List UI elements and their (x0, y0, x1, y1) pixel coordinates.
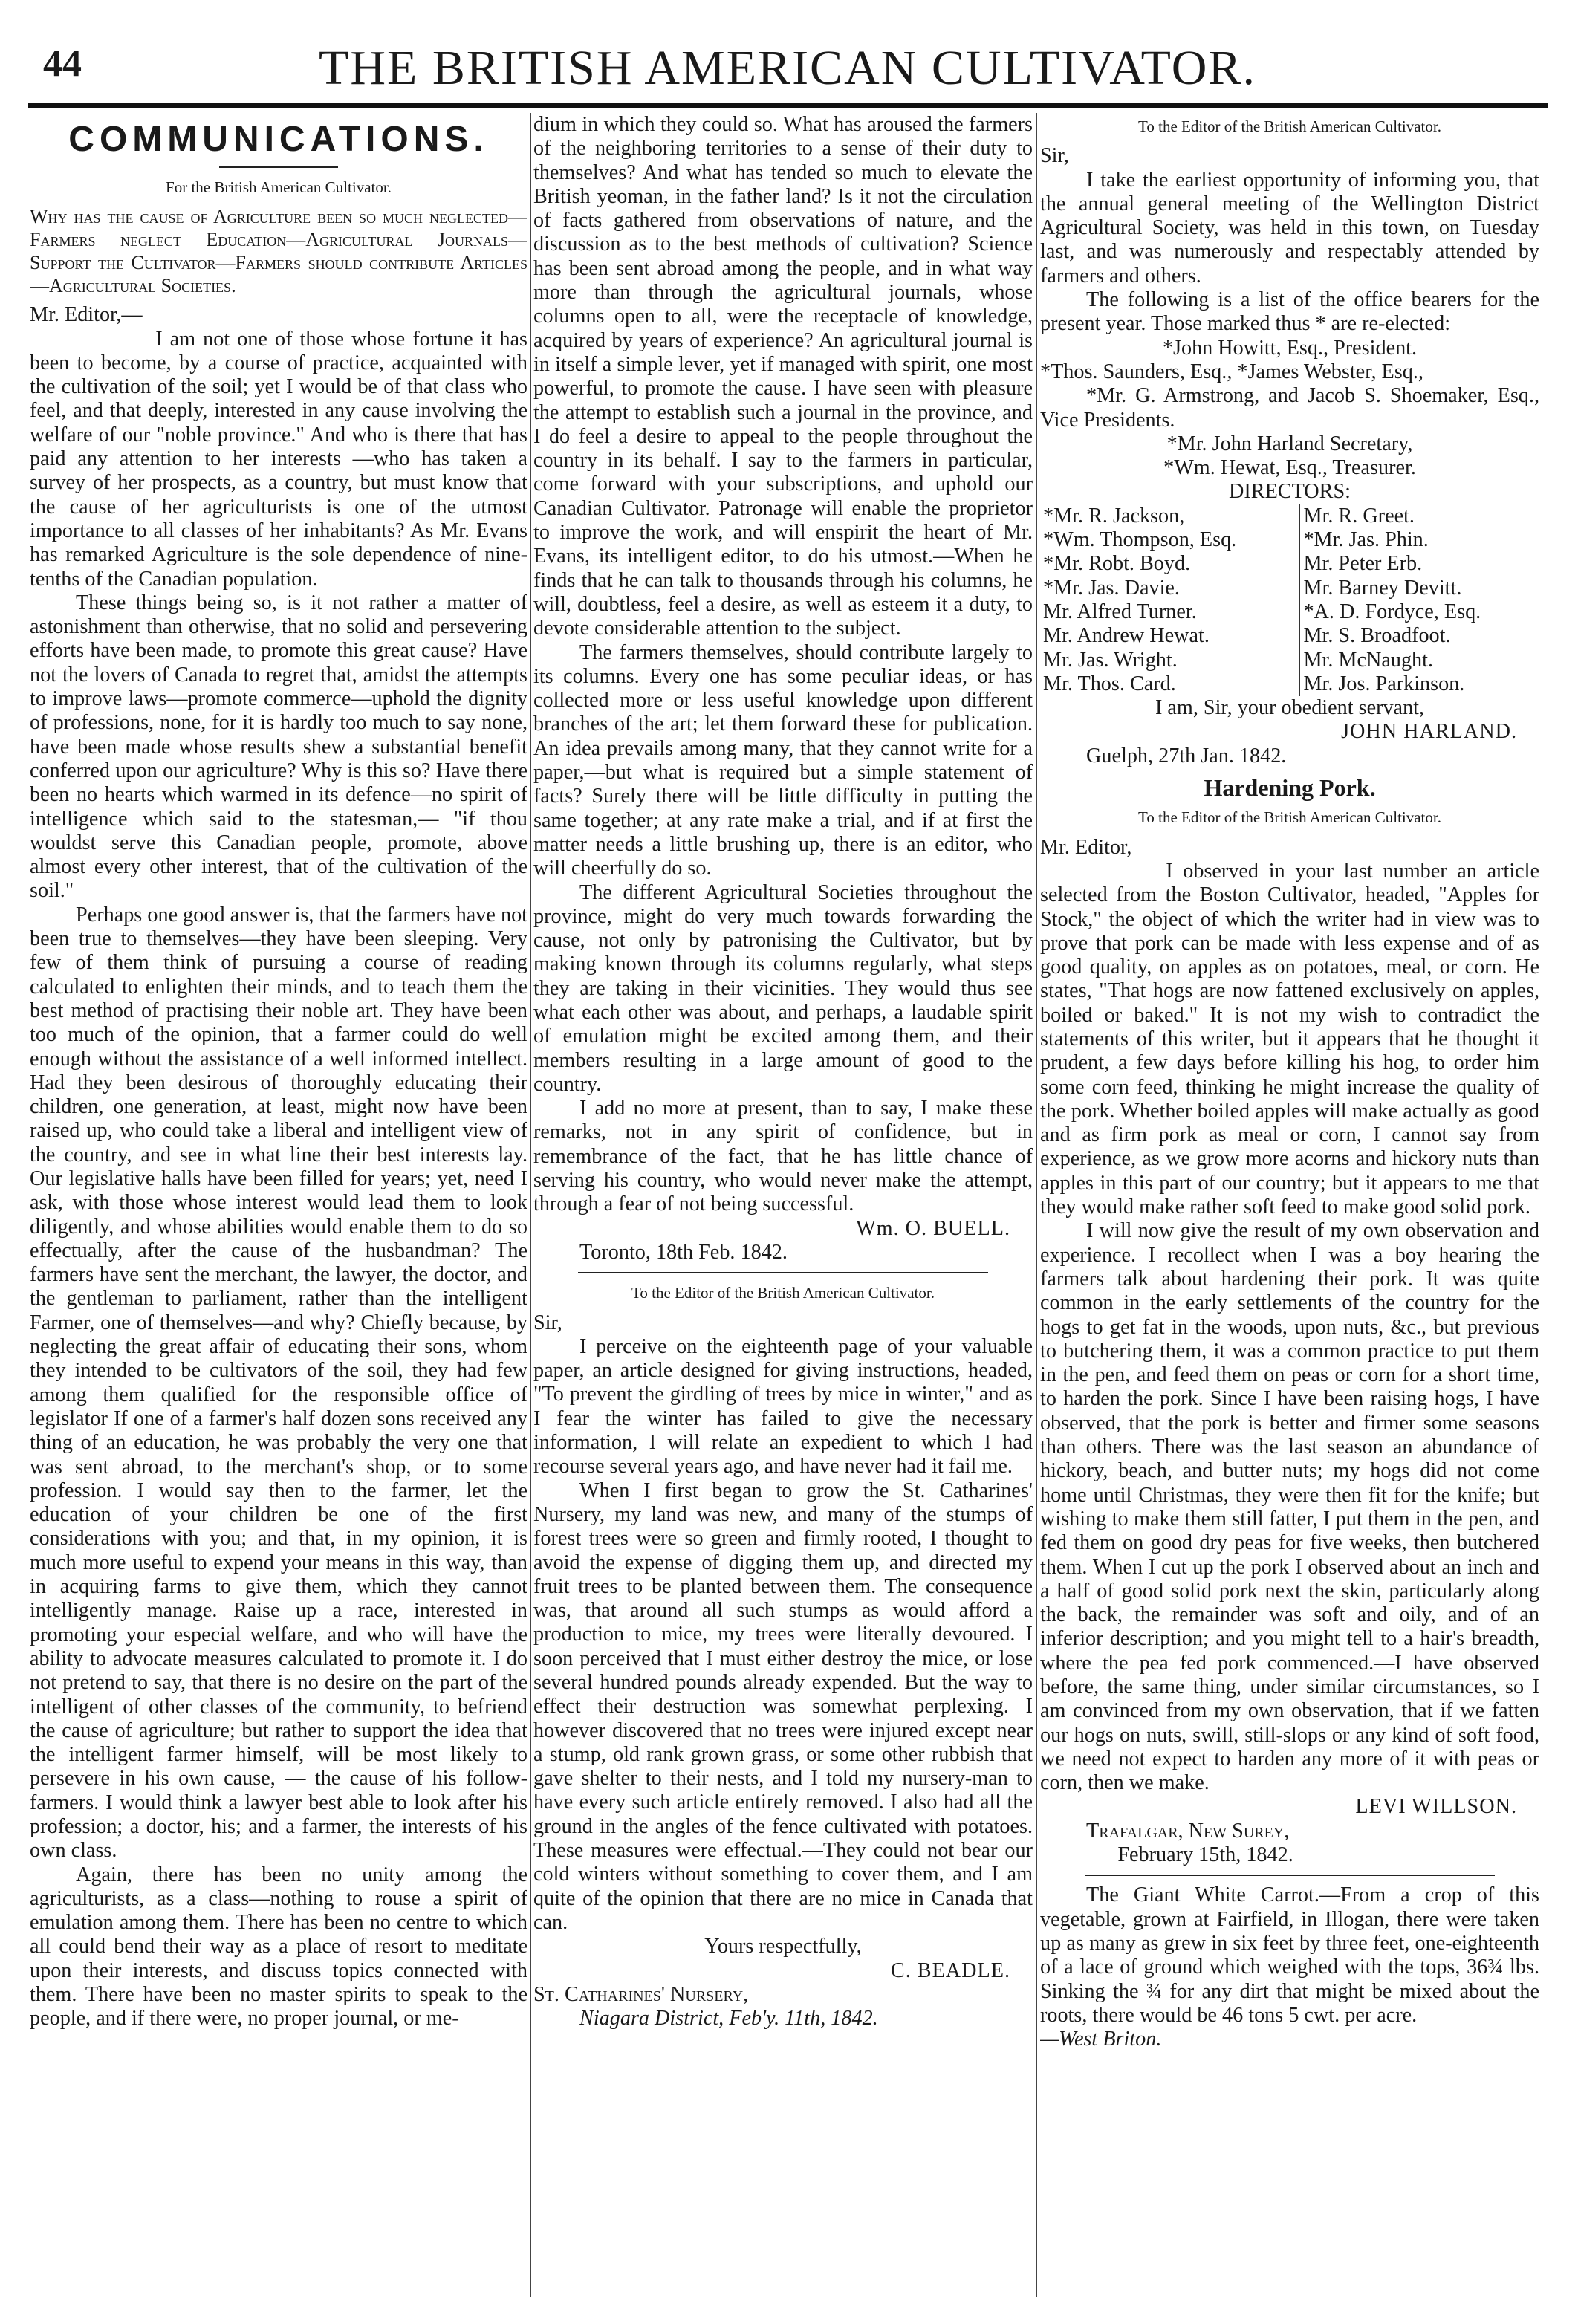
title-rule (219, 166, 338, 168)
paragraph: I add no more at present, than to say, I make these remarks, not in any spirit of confidence, but in remembrance of the fact, that he has little chance of serving his country, who would never make the attempt, through a fear of not being successful. (533, 1097, 1033, 1216)
officer-line: *Thos. Saunders, Esq., *James Webster, Esq., (1040, 360, 1423, 383)
signature: C. BEADLE. (890, 1958, 1010, 1982)
dateline: Guelph, 27th Jan. 1842. (1086, 744, 1287, 767)
paragraph: The farmers themselves, should contribute largely to its columns. Every one has some peculiar ideas, or has collected more or less useful knowledge upon different branches of the art; let them forward these for publication. An idea prevails among many, that they cannot write for a paper,—but what is required but a simple statement of facts? Surely there will be little difficulty in putting the same together; at any rate make a trial, and if at first the matter needs a little brushing up, there is an editor, who will cheerfully do so. (533, 640, 1033, 880)
paragraph: When I first began to grow the St. Catharines' Nursery, my land was new, and many of the stumps of forest trees were so green and firmly rooted, I thought to avoid the expense of digging them up, and directed my fruit trees to be planted between them. The consequence was, that around all such stumps as would afford a production to mice, my trees were literally devoured. I soon perceived that I must either destroy the mice, or lose several hundred pounds already expended. But the way to effect their destruction was somewhat perplexing. I however discovered that no trees were injured except near a stump, old rank grown grass, or some other rubbish that gave shelter to their nests, and I told my nursery-man to have every such article entirely removed. I also had all the ground in the angles of the fence cultivated with potatoes. These measures were effectual.—They could not bear our cold winters without something to cover them, and I am quite of the opinion that there are no mice in Canada that can. (533, 1479, 1033, 1934)
masthead-rule (28, 103, 1548, 108)
signature: LEVI WILLSON. (1355, 1795, 1517, 1819)
paragraph: The following is a list of the office bearers for the present year. Those marked thus * are re-elected: (1040, 288, 1539, 336)
closing: Yours respectfully, (704, 1935, 862, 1958)
director-cell: Mr. S. Broadfoot. (1303, 624, 1451, 648)
table-row (1040, 624, 1539, 648)
director-cell: Mr. McNaught. (1303, 648, 1434, 672)
dateline: February 15th, 1842. (1117, 1843, 1293, 1867)
officer-line: *Mr. John Harland Secretary, (1166, 432, 1413, 455)
table-row (1040, 504, 1539, 528)
director-cell: Mr. Andrew Hewat. (1040, 624, 1299, 648)
paragraph: Perhaps one good answer is, that the farmers have not been true to themselves—they have been sleeping. Very few of them think of pursuing a course of reading calculated to enlighten their minds, and to teach them the best method of practising their noble art. They have been too much of the opinion, that a farmer could do well enough without the assistance of a well informed intellect. Had they been desirous of thoroughly educating their children, one generation, at least, might now have been raised up, who could take a liberal and intelligent view of the country, and see in what line their best interests lay. Our legislative halls have been filled for years; yet, need I ask, with those whose interest would lead them to look diligently, and whose abilities would enable them to do so effectually, after the cause of the husbandman? The farmers have sent the merchant, the lawyer, the doctor, and the gentleman to parliament, rather than the intelligent Farmer, one of themselves—and why? Chiefly because, by neglecting the great affair of educating their sons, whom they intended to be cultivators of the soil, they had few among them qualified for the responsible office of legislator If one of a farmer's half dozen sons received any thing of an education, he was probably the very one that was sent abroad, to the merchant's shop, or to some profession. I would say then to the farmer, let the education of your children be one of the first considerations with you; and that, in my opinion, it is much more useful to expend your means in this way, than in acquiring farms to give them, which they cannot intelligently manage. Raise up a race, interested in promoting your especial welfare, and who will have the ability to advocate measures calculated to promote it. I do not pretend to say, that there is no desire on the part of the intelligent of other classes of the community, to befriend the cause of agriculture; but rather to support the idea that the intelligent farmer himself, will be most likely to persevere in his own cause, — the cause of his follow-farmers. I would think a lawyer best able to look after his profession; a doctor, his; and a farmer, the interests of his own class. (30, 903, 527, 1863)
directors-label: DIRECTORS: (1229, 480, 1351, 504)
director-cell: *Mr. Jas. Phin. (1303, 528, 1429, 552)
table-row (1040, 600, 1539, 624)
paragraph: dium in which they could so. What has aroused the farmers of the neighboring territories to a sense of their duty to themselves? And what has tended so much to elevate the British yeoman, in the father land? Is it not the circulation of facts gathered from observations of nature, and the discussion as to the best methods of cultivation? Science has been sent abroad among the people, and in what way more than through the agricultural journals, whose columns open to all, were the receptacle of knowledge, acquired by years of experience? An agricultural journal is in itself a simple lever, yet if managed with spirit, one most powerful, to promote the cause. I have seen with pleasure the attempt to establish such a journal in the province, and I do feel a desire to appeal to the people throughout the country in its behalf. I say to the farmers in particular, come forward with your subscriptions, and uphold our Canadian Cultivator. Patronage will enable the proprietor to improve the work, and will enspirit the heart of Mr. Evans, its intelligent editor, to do his utmost.—When he finds that he can talk to thousands through his columns, he will, doubtless, feel a desire, as well as esteem it a duty, to devote considerable attention to the subject. (533, 113, 1033, 640)
place-line: Trafalgar, New Surey, (1086, 1819, 1290, 1843)
salutation: Sir, (533, 1311, 562, 1334)
paragraph: I take the earliest opportunity of informing you, that the annual general meeting of the Wellington District Agricultural Society, was held in this town, on Tuesday last, and was numerously and respectably attended by farmers and others. (1040, 168, 1539, 288)
separator-rule (578, 1272, 988, 1273)
column-3 (1040, 113, 1539, 2297)
dateline: Toronto, 18th Feb. 1842. (579, 1240, 788, 1264)
place-line: St. Catharines' Nursery, (533, 1982, 749, 2006)
article-heading: Hardening Pork. (1204, 774, 1376, 802)
attribution-line: To the Editor of the British American Cultivator. (1138, 808, 1441, 827)
director-cell: Mr. Jos. Parkinson. (1303, 672, 1465, 695)
signature: JOHN HARLAND. (1341, 720, 1517, 744)
director-cell: Mr. Alfred Turner. (1040, 600, 1299, 624)
source-credit: —West Briton. (1040, 2028, 1162, 2051)
page-number: 44 (43, 42, 82, 85)
newspaper-title: THE BRITISH AMERICAN CULTIVATOR. (319, 41, 1256, 95)
director-cell: Mr. Jas. Wright. (1040, 649, 1299, 672)
paragraph: The different Agricultural Societies throughout the province, might do very much towards forwarding the cause, not only by patronising the Cultivator, but by making known through its columns regularly, what steps they are taking in their vicinities. They would thus see what each other was about, and perhaps, a laudable spirit of emulation might be excited among them, and their members resulting in a large amount of good to the country. (533, 880, 1033, 1096)
section-title: COMMUNICATIONS. (68, 120, 489, 159)
table-row (1040, 577, 1539, 600)
director-cell: Mr. R. Greet. (1303, 504, 1415, 528)
column-2 (533, 113, 1033, 2297)
director-cell: Mr. Thos. Card. (1040, 672, 1299, 696)
table-row (1040, 649, 1539, 672)
paragraph: I am not one of those whose fortune it has been to become, by a course of practice, acquainted with the cultivation of the soil; yet I would be of that class who feel, and that deeply, interested in any cause involving the welfare of our "noble province." And who is there that has paid any attention to her interests —who has taken a survey of her prospects, as a country, but must know that the cause of her agriculturists is one of the utmost importance to all classes of her inhabitants? As Mr. Evans has remarked Agriculture is the sole dependence of nine-tenths of the Canadian population. (30, 327, 527, 591)
table-row (1040, 552, 1539, 576)
table-row (1040, 528, 1539, 552)
masthead (28, 36, 1547, 104)
director-cell: Mr. Barney Devitt. (1303, 576, 1462, 600)
closing: I am, Sir, your obedient servant, (1155, 696, 1425, 720)
salutation: Mr. Editor, (1040, 835, 1132, 859)
paragraph: These things being so, is it not rather a matter of astonishment than otherwise, that no solid and persevering efforts have been made, to promote this great cause? Have not the lovers of Canada to regret that, amidst the attempts to improve laws—promote commerce—uphold the dignity of professions, none, for it is hardly too much to say none, have been made whose results shew a substantial benefit conferred upon our agriculture? Why is this so? Have there been no hearts which warmed in its defence—no spirit of intelligence which said to the statesman,— "if thou wouldst serve this Canadian people, promote, above almost every other interest, that of the cultivation of the soil." (30, 591, 527, 903)
separator-rule (1085, 1875, 1495, 1876)
directors-table (1040, 504, 1539, 696)
column-divider (530, 113, 531, 2297)
director-cell: *Mr. Robt. Boyd. (1040, 552, 1299, 576)
dateline: Niagara District, Feb'y. 11th, 1842. (579, 2007, 878, 2031)
director-cell: *Wm. Thompson, Esq. (1040, 528, 1299, 552)
paragraph: I will now give the result of my own observation and experience. I recollect when I was a boy hearing the farmers talk about hardening their pork. It was quite common in the early settlements of the country for the hogs to get fat in the woods, upon nuts, &c., but previous to butchering them, it was a common practice to put them in the pen, and feed them on peas or corn for a short time, to harden the pork. Since I have been raising hogs, I have observed, that the pork is better and firmer some seasons than others. There was the last season an abundance of hickory, beach, and butter nuts; my hogs did not come home until Christmas, they were then fit for the knife; but wishing to make them still fatter, I put them in the pen, and fed them on good dry peas for five weeks, then butchered them. When I cut up the pork I observed about an inch and a half of good solid pork next the skin, particularly along the back, the remainder was soft and oily, and of an inferior description; and you might tell to a hair's breadth, where the pea fed pork commenced.—I have observed before, the same thing, under similar circumstances, so I am convinced from my own observation, that if we fatten our hogs on nuts, swill, still-slops or any kind of soft food, we need not expect to harden any more of it with peas or corn, then we make. (1040, 1219, 1539, 1795)
paragraph: The Giant White Carrot.—From a crop of this vegetable, grown at Fairfield, in Illogan, there were taken up as many as grew in six feet by three feet, one-eighteenth of a lace of ground which weighed with the tops, 36¾ lbs. Sinking the ¾ for any dirt that might be mixed about the roots, there would be 46 tons 5 cwt. per acre. (1040, 1883, 1539, 2027)
column-divider (1036, 113, 1037, 2297)
director-cell: *Mr. Jas. Davie. (1040, 577, 1299, 600)
officer-line: *Mr. G. Armstrong, and Jacob S. Shoemaker, Esq., Vice Presidents. (1040, 384, 1539, 432)
officer-line: *John Howitt, Esq., President. (1162, 336, 1418, 360)
paragraph: Again, there has been no unity among the agriculturists, as a class—nothing to rouse a spirit of emulation among them. There has been no centre to which all could bend their way as a place of resort to meditate upon their interests, and discuss topics connected with them. There have been no master spirits to speak to the people, and if there were, no proper journal, or me- (30, 1863, 527, 2031)
paragraph: I observed in your last number an article selected from the Boston Cultivator, headed, "Apples for Stock," the object of which the writer had in view was to prove that pork can be made with less expense and of as good quality, on apples as on potatoes, meal, or corn. He states, "That hogs are now fattened exclusively on apples, boiled or baked." It is not my wish to contradict the statements of this writer, but it appears that he thought it prudent, a few days before killing his hog, to order him some corn feed, thinking he might increase the quality of the pork. Whether boiled apples will make actually as good and as firm pork as meal or corn, I cannot say from experience, as we grow more acorns and hickory nuts than apples in this part of our country; but it appears to me that they would make rather soft feed to make good solid pork. (1040, 859, 1539, 1219)
attribution-line: For the British American Cultivator. (166, 178, 392, 196)
column-1 (30, 113, 527, 2297)
director-cell: *A. D. Fordyce, Esq. (1303, 600, 1481, 623)
salutation: Mr. Editor,— (30, 303, 143, 327)
paragraph: I perceive on the eighteenth page of your valuable paper, an article designed for giving instructions, headed, "To prevent the girdling of trees by mice in winter," and as I fear the winter has failed to give the necessary information, I will relate an expedient to which I had recourse several years ago, and have never had it fail me. (533, 1334, 1033, 1479)
director-cell: *Mr. R. Jackson, (1040, 504, 1299, 528)
attribution-line: To the Editor of the British American Cultivator. (631, 1284, 935, 1302)
director-cell: Mr. Peter Erb. (1303, 552, 1423, 576)
signature: Wm. O. BUELL. (856, 1216, 1010, 1240)
attribution-line: To the Editor of the British American Cultivator. (1138, 117, 1441, 135)
table-row (1040, 672, 1539, 696)
salutation: Sir, (1040, 144, 1069, 168)
officer-line: *Wm. Hewat, Esq., Treasurer. (1163, 456, 1416, 480)
article-headline: Why has the cause of Agriculture been so much neglected—Farmers neglect Education—Agricultural Journals—Support the Cultivator—Farmers should contribute Articles—Agricultural Societies. (30, 206, 527, 297)
